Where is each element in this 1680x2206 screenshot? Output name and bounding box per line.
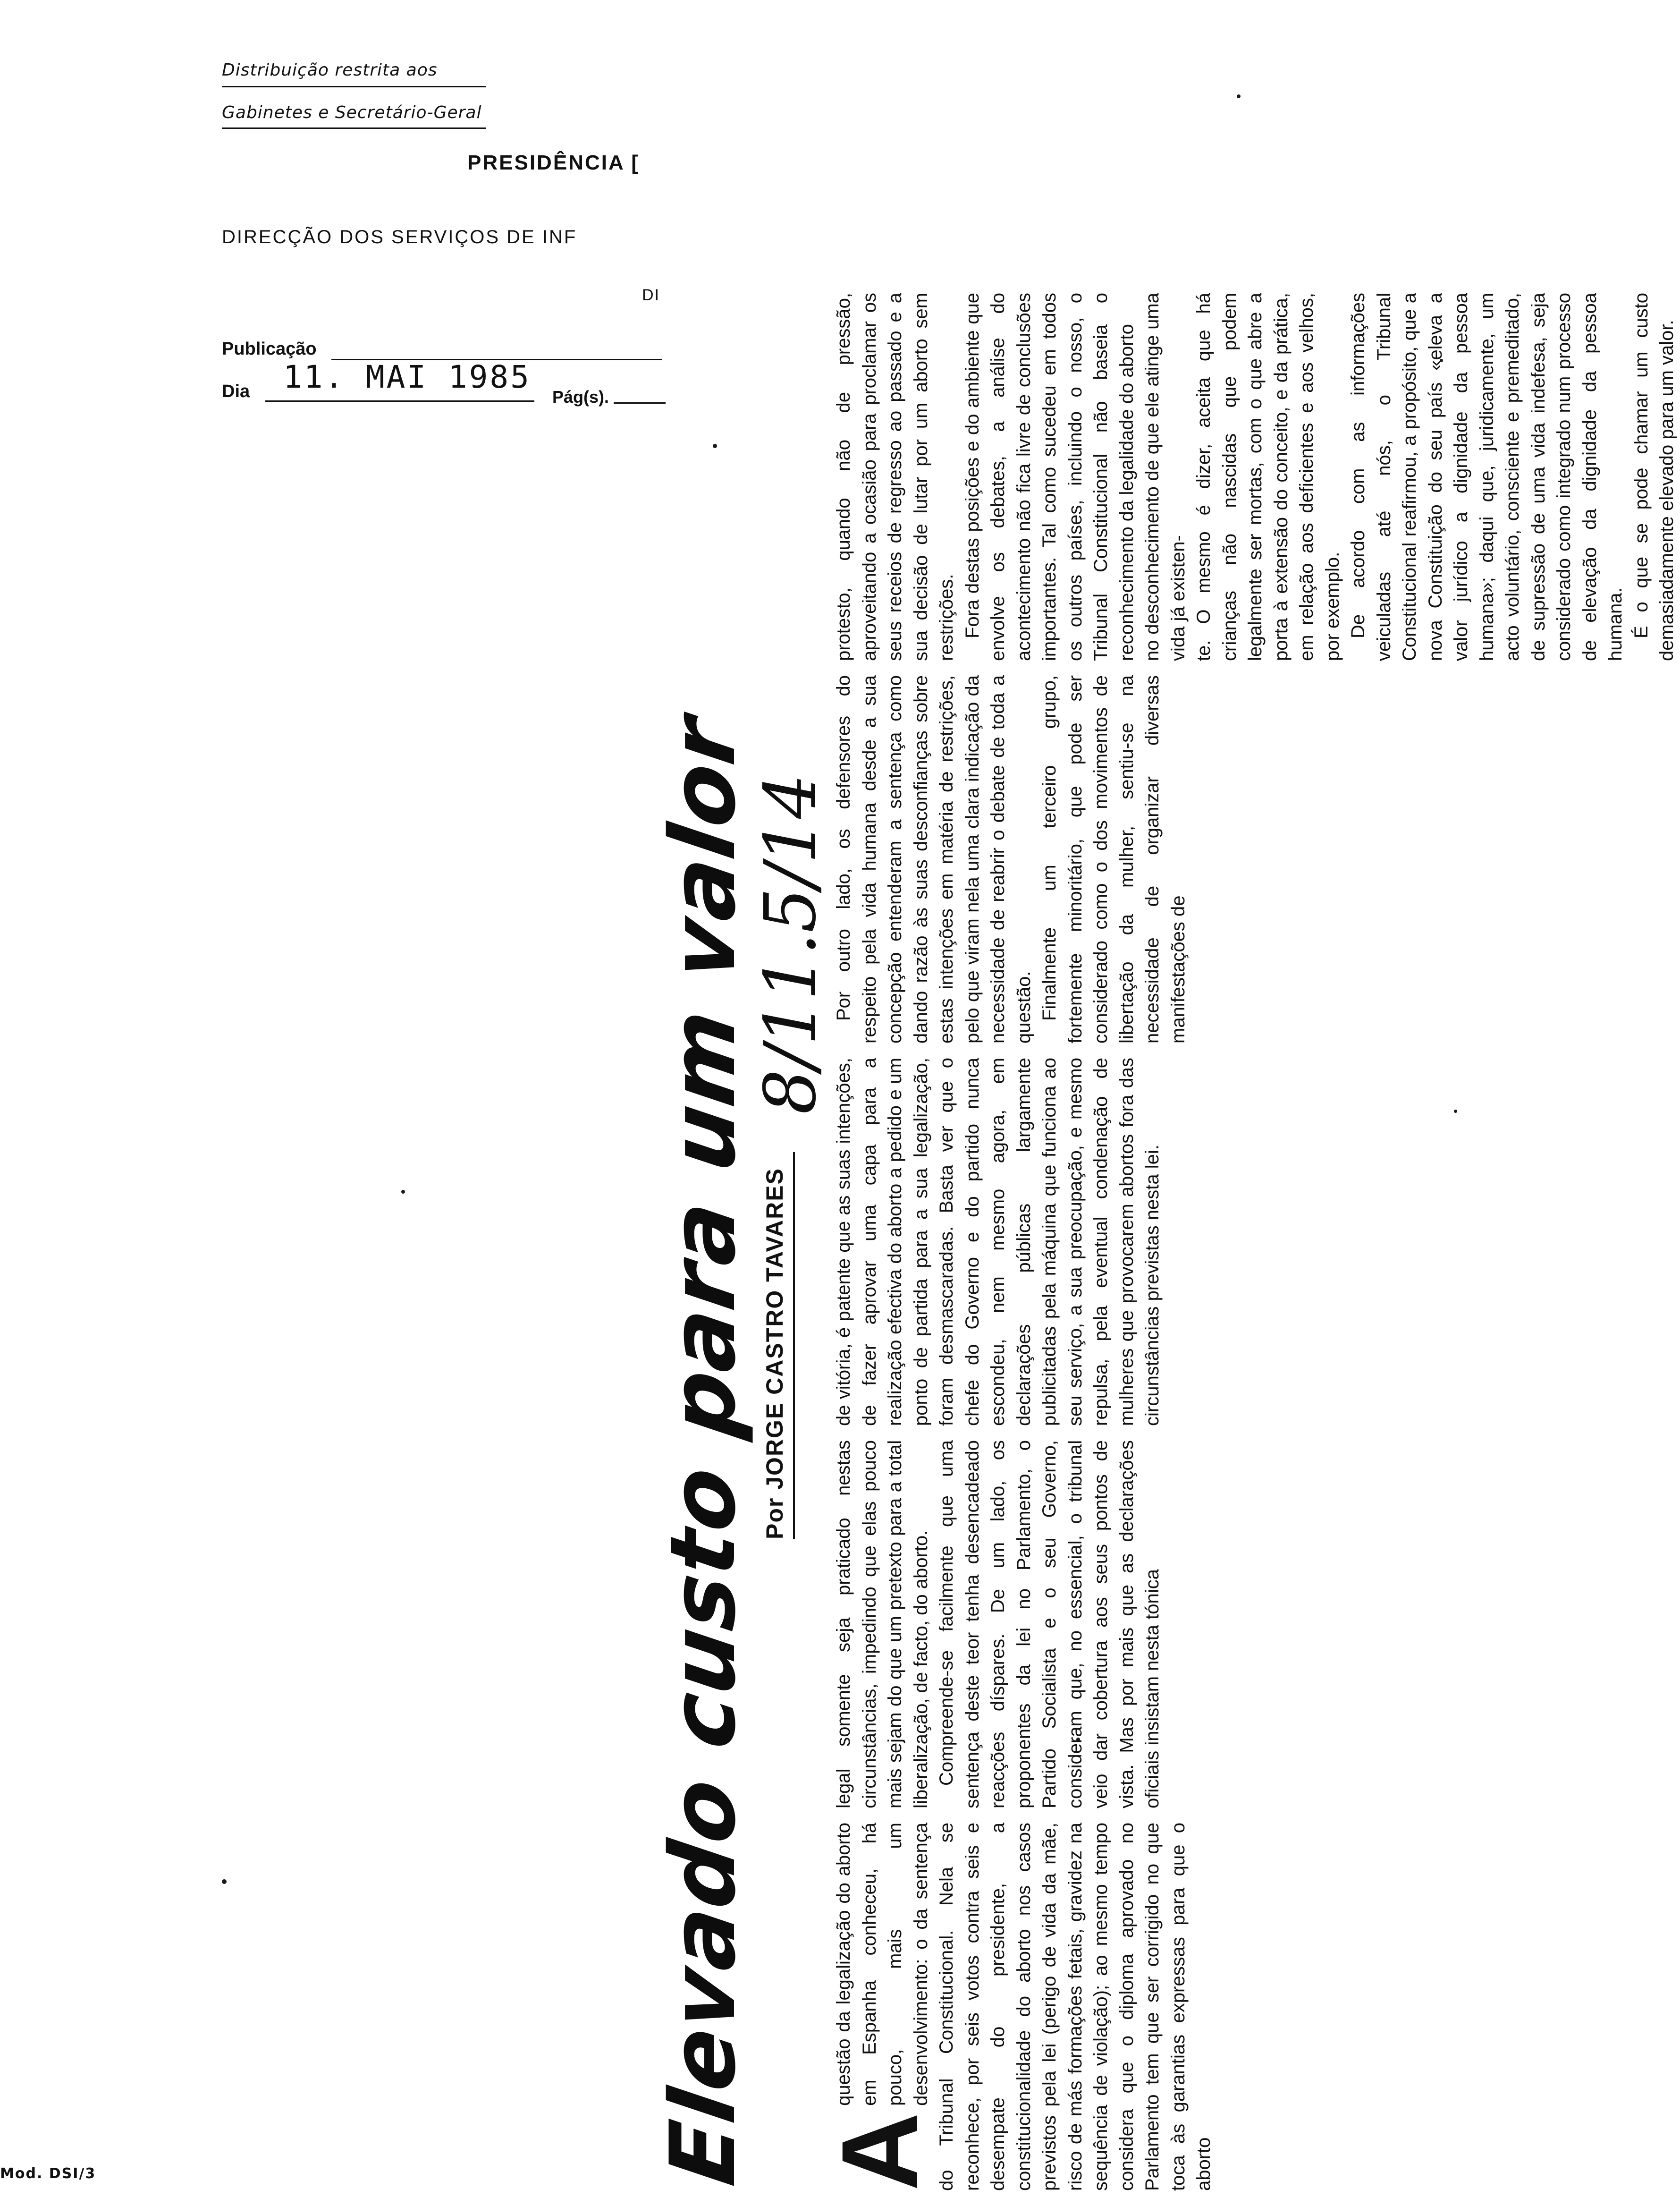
page-label: Pág(s). <box>552 387 609 407</box>
archive-stamp <box>222 57 675 434</box>
article-paragraph: É o que se pode chamar um custo demasiadamente elevado para um valor. <box>1630 293 1677 661</box>
article-paragraph: no desconhecimento de que ele atinge uma vida já existen- <box>1142 293 1189 661</box>
article-paragraph: legal somente seja praticado nestas circunstâncias, impedindo que elas pouco mais sejam do que um pretexto para a total liberalização, de facto, do aborto. <box>833 1440 931 1808</box>
handwritten-annotation: 8/11.5/14 <box>750 773 832 1114</box>
form-code: Mod. DSI/3 <box>0 2165 96 2182</box>
article-paragraph <box>819 1823 1217 2191</box>
article-column-3 <box>831 1058 1525 1426</box>
article-column-1 <box>819 1823 1525 2191</box>
article-paragraph: Compreende-se facilmente que uma sentença deste teor tenha desencadeado reacções díspares. De um lado, os proponentes da lei no Parlamento, o Partido Socialista e o seu Governo, consideram que, no essencial, o tribunal veio dar cobertura aos seus pontos de vista. Mas por mais que as declarações oficiais insistam nesta tónica <box>936 1440 1163 1808</box>
day-field-line <box>265 400 534 402</box>
article-column-4 <box>831 675 1525 1044</box>
article-paragraph: Por outro lado, os defensores do respeito pela vida humana desde a sua concepção entenderam a sentença como dando razão às suas desconfianças sobre estas intenções em matéria de restrições, pelo que viram nela uma clara indicação da necessidade de reabrir o debate de toda a questão. <box>833 675 1034 1044</box>
directorate-line-continued: DI <box>642 286 660 304</box>
byline-rule <box>793 1152 795 1539</box>
article-paragraph: protesto, quando não de pressão, aproveitando a ocasião para proclamar os seus receios de regresso ao passado e a sua decisão de lutar por um aborto sem restrições. <box>833 293 957 661</box>
article-paragraph: Fora destas posições e do ambiente que envolve os debates, a análise do acontecimento não fica livre de conclusões importantes. Tal como sucedeu em todos os outros países, incluindo o nosso, o Tribunal Constitucional não baseia o reconhecimento da legalidade do aborto <box>962 293 1137 661</box>
distribution-note-line-1: Distribuição restrita aos <box>222 60 438 80</box>
drop-cap: A <box>819 2112 940 2191</box>
distribution-underline <box>222 127 486 129</box>
article-byline: Por JORGE CASTRO TAVARES <box>761 1168 788 1539</box>
article-headline: Elevado custo para um valor <box>651 710 755 2191</box>
scan-speck <box>401 1190 405 1194</box>
distribution-note-line-2: Gabinetes e Secretário-Geral <box>222 103 482 122</box>
article-paragraph: Finalmente um terceiro grupo, fortemente minoritário, que pode ser considerado como o dos movimentos de libertação da mulher, sentiu-se na necessidade de organizar diversas manifestações de <box>1039 675 1189 1044</box>
scan-speck <box>222 1879 227 1884</box>
article-column-2 <box>831 1440 1525 1808</box>
day-label: Dia <box>222 382 250 401</box>
paragraph-text: questão da legalização do aborto em Espanha conheceu, há pouco, mais um desenvolvimento: o da sentença do Tribunal Constitucional. Nela se reconhece, por seis votos contra seis e desempate do presidente, a constitucionalidade do aborto nos casos previstos pela lei (perigo de vida da mãe, risco de más formações fetais, gravidez na sequência de violação); ao mesmo tempo considera que o diploma aprovado no Parlamento tem que ser corrigido no que toca às garantias expressas para que o aborto <box>833 1823 1214 2191</box>
directorate-line: DIRECÇÃO DOS SERVIÇOS DE INF <box>222 227 577 247</box>
date-stamp: 11. MAI 1985 <box>283 359 531 395</box>
publication-label: Publicação <box>222 339 317 359</box>
article-paragraph: te. O mesmo é dizer, aceita que há crianças não nascidas que podem legalmente ser mortas, com o que abre a porta à extensão do conceito, e da prática, em relação aos deficientes e aos velhos, por exemplo. <box>1193 293 1343 661</box>
article-paragraph: De acordo com as informações veiculadas até nós, o Tribunal Constitucional reafirmou, a propósito, que a nova Constituição do seu país «eleva a valor jurídico a dignidade da pessoa humana»; daqui que, juridicamente, um acto voluntário, consciente e premeditado, de supressão de uma vida indefesa, seja considerado como integrado num processo de elevação da dignidade da pessoa humana. <box>1348 293 1626 661</box>
presidency-heading: PRESIDÊNCIA [ <box>467 151 640 174</box>
newspaper-clipping <box>651 57 1677 2191</box>
article-column-5 <box>831 293 1677 661</box>
article-paragraph: de vitória, é patente que as suas intenções, de fazer aprovar uma capa para a realização efectiva do aborto a pedido e um ponto de partida para a sua legalização, foram desmascaradas. Basta ver que o chefe do Governo e do partido nunca escondeu, nem mesmo agora, em declarações públicas largamente publicitadas pela máquina que funciona ao seu serviço, a sua preocupação, e mesmo repulsa, pela eventual condenação de mulheres que provocarem abortos fora das circunstâncias previstas nesta lei. <box>833 1058 1163 1426</box>
distribution-underline <box>222 86 486 87</box>
